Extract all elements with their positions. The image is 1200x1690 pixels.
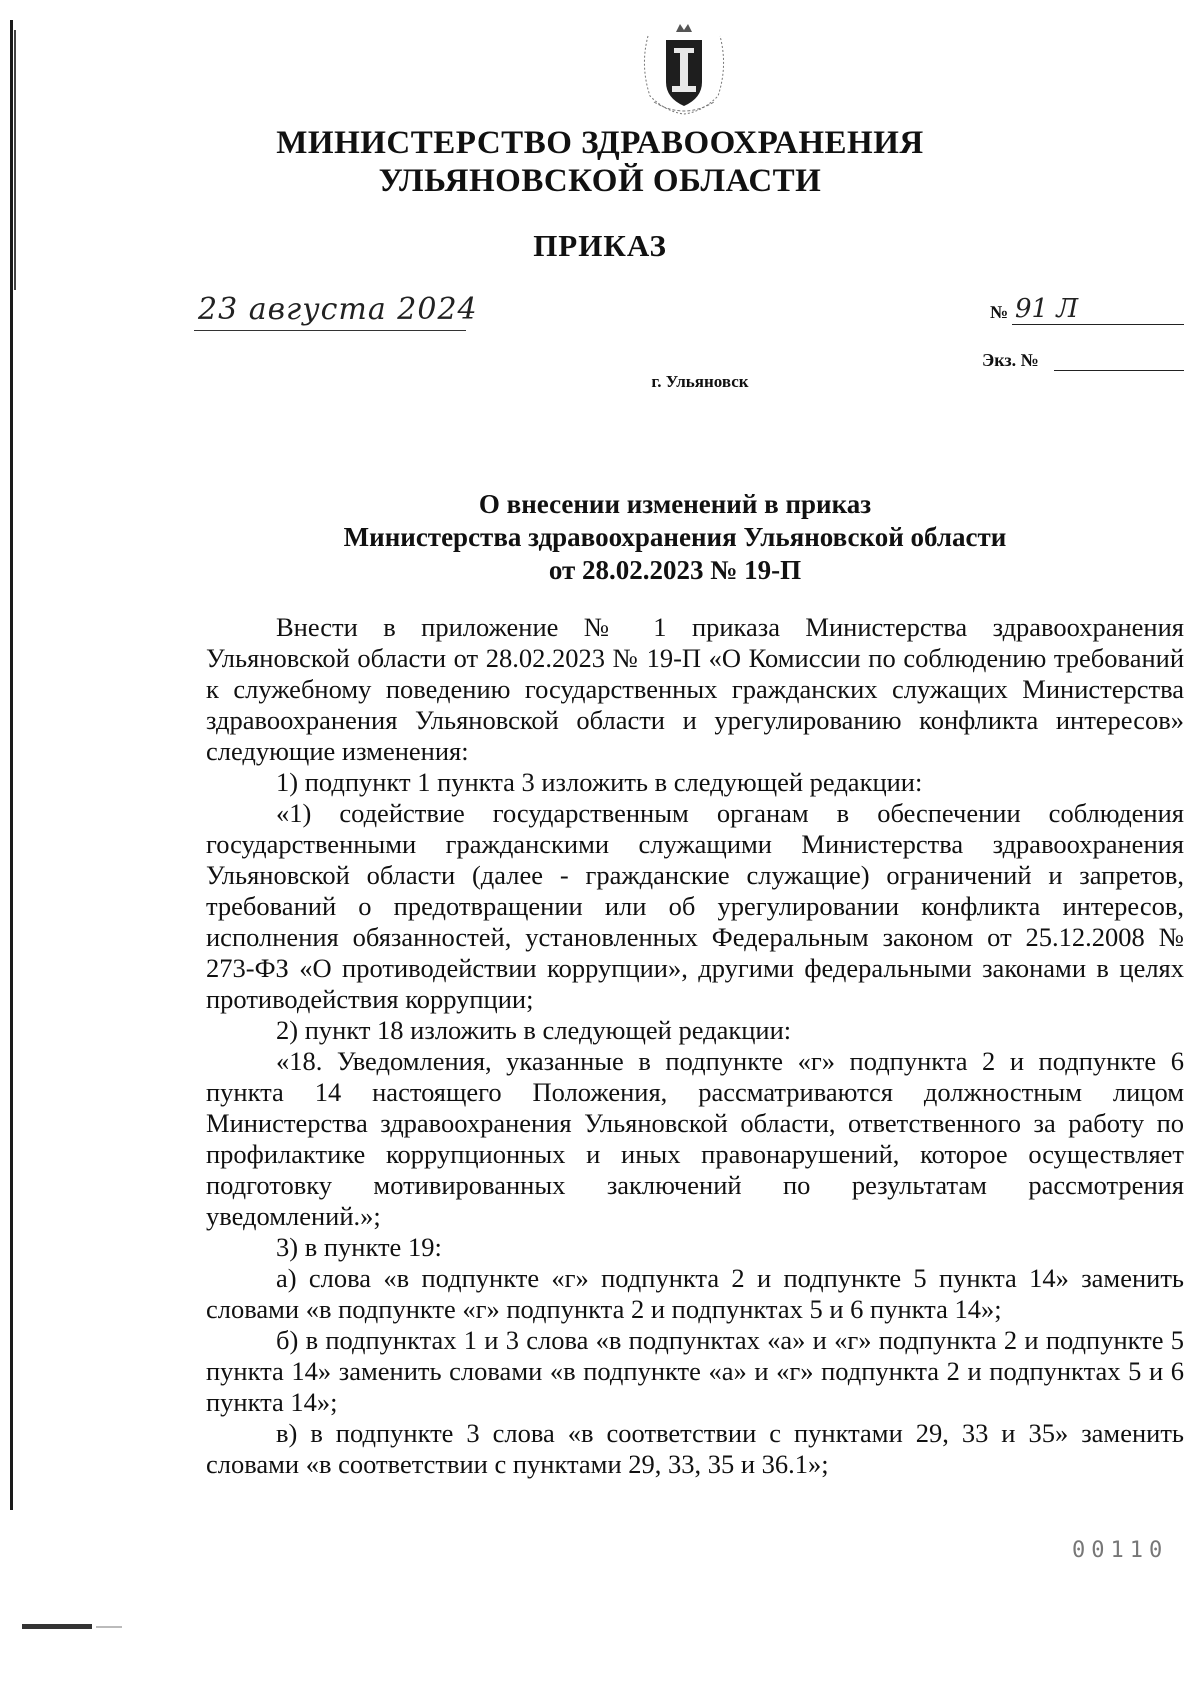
body-paragraph: б) в подпунктах 1 и 3 слова «в подпунктах «а» и «г» подпункта 2 и подпункте 5 пункта 14» заменить словами «в подпункте «а» и «г» подпункта 2 и подпунктах 5 и 6 пункта 14»; [206,1325,1184,1417]
body-paragraph: 1) подпункт 1 пункта 3 изложить в следующей редакции: [276,767,923,797]
body-paragraph: «18. Уведомления, указанные в подпункте «г» подпункта 2 и подпункте 6 пункта 14 настоящего Положения, рассматриваются должностным лицом Министерства здравоохранения Ульяновской области, ответственного за работу по профилактике коррупционных и иных правонарушений, которое осуществляет подготовку мотивированных заключений по результатам рассмотрения уведомлений.»; [206,1046,1184,1231]
body-paragraph: 2) пункт 18 изложить в следующей редакции: [276,1015,792,1045]
subject-line1: О внесении изменений в приказ [478,489,872,519]
copy-number-label: Экз. № [982,350,1039,370]
page-stamp-number: 00110 [1072,1538,1169,1563]
handwritten-number: 91 Л [1015,294,1079,324]
document-body [206,612,1184,1480]
handwritten-date: 23 августа 2024 [198,292,478,327]
number-underline [1012,324,1184,325]
city-name: г. Ульяновск [651,372,749,391]
document-type-title: ПРИКАЗ [533,228,667,263]
body-paragraph: а) слова «в подпункте «г» подпункта 2 и подпункте 5 пункта 14» заменить словами «в подпункте «г» подпункта 2 и подпунктах 5 и 6 пункта 14»; [206,1263,1184,1324]
body-paragraph: «1) содействие государственным органам в обеспечении соблюдения государственными гражданскими служащими Министерства здравоохранения Ульяновской области (далее - гражданские служащие) ограничений и запретов, требований о предотвращении или об урегулировании конфликта интересов, исполнения обязанностей, установленных Федеральным законом от 25.12.2008 № 273-ФЗ «О противодействии коррупции», другими федеральными законами в целях противодействия коррупции; [206,798,1184,1014]
body-paragraph: в) в подпункте 3 слова «в соответствии с пунктами 29, 33 и 35» заменить словами «в соответствии с пунктами 29, 33, 35 и 36.1»; [206,1418,1184,1479]
number-label: № [990,302,1009,322]
subject-line3: от 28.02.2023 № 19-П [548,555,802,585]
copy-number-underline [1054,370,1184,371]
scan-artifact-faint [96,1626,122,1628]
ministry-name-line1: МИНИСТЕРСТВО ЗДРАВООХРАНЕНИЯ [276,125,924,161]
ministry-name-line2: УЛЬЯНОВСКОЙ ОБЛАСТИ [378,163,822,199]
scan-artifact [22,1624,92,1629]
body-paragraph: 3) в пункте 19: [276,1232,442,1262]
date-underline [194,330,466,331]
coat-of-arms-icon [636,16,732,118]
body-paragraph: Внести в приложение № 1 приказа Министерства здравоохранения Ульяновской области от 28.02.2023 № 19-П «О Комиссии по соблюдению требований к служебному поведению государственных гражданских служащих Министерства здравоохранения Ульяновской области и урегулированию конфликта интересов» следующие изменения: [206,612,1184,766]
subject-line2: Министерства здравоохранения Ульяновской области [343,522,1007,552]
